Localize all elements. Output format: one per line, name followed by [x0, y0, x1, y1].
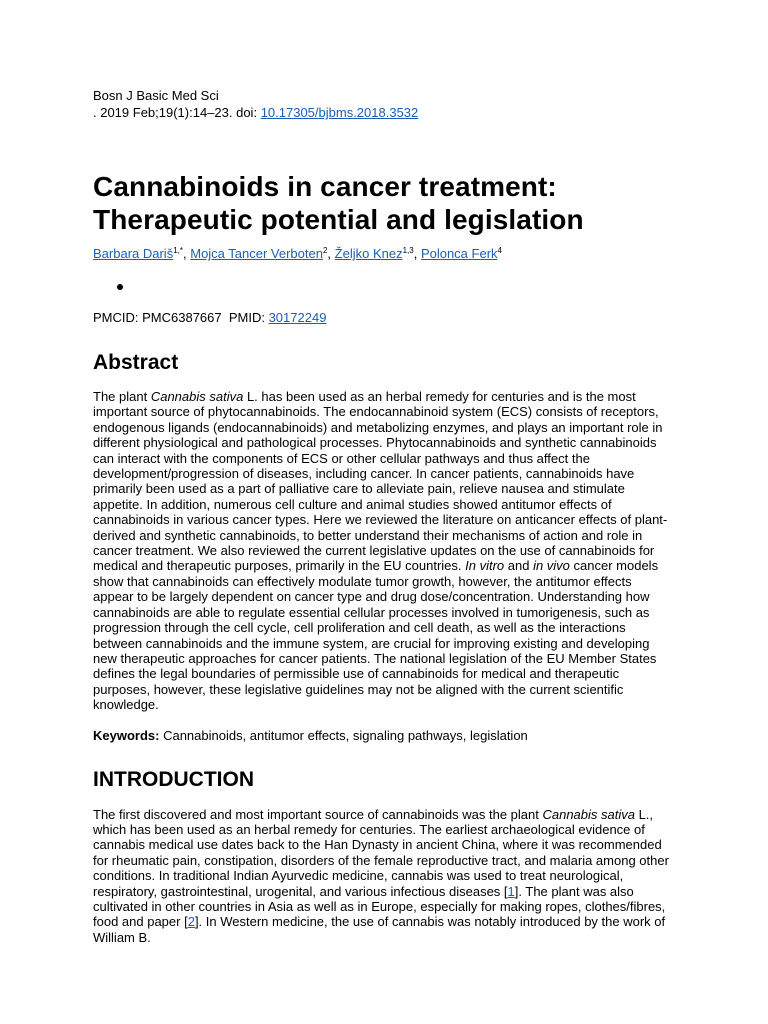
- pmcid-value: PMC6387667: [142, 310, 222, 325]
- abstract-text-run: L. has been used as an herbal remedy for centuries and is the most important source of phytocannabinoids. The endocannabinoid system (ECS) consists of receptors, endogenous ligands (endocannabinoids) and metabolizing enzymes, and plays an important role in different physiological and pathological processes. Phytocannabinoids and synthetic cannabinoids can interact with the components of ECS or other cellular pathways and thus affect the development/progression of diseases, including cancer. In cancer patients, cannabinoids have primarily been used as a part of palliative care to alleviate pain, relieve nausea and stimulate appetite. In addition, numerous cell culture and animal studies showed antitumor effects of cannabinoids in various cancer types. Here we reviewed the literature on anticancer effects of plant-derived and synthetic cannabinoids, to better understand their mechanisms of action and role in cancer treatment. We also reviewed the current legislative updates on the use of cannabinoids for medical and therapeutic purposes, primarily in the EU countries.: [93, 389, 668, 574]
- reference-link-1[interactable]: 1: [507, 883, 515, 899]
- intro-italic-run: Cannabis sativa: [542, 806, 635, 822]
- abstract-italic-run: in vivo: [533, 558, 570, 574]
- abstract-text: [93, 389, 675, 713]
- author-affiliation: 4: [497, 246, 502, 255]
- author-separator: ,: [183, 246, 191, 261]
- pmcid-label: PMCID:: [93, 310, 143, 325]
- intro-text-run: The first discovered and most important source of cannabinoids was the plant: [93, 806, 543, 822]
- abstract-heading: Abstract: [93, 351, 179, 374]
- author-link-knez[interactable]: Željko Knez: [334, 246, 403, 261]
- abstract-text-run: and: [504, 558, 534, 574]
- abstract-italic-run: In vitro: [465, 558, 505, 574]
- keywords: [93, 727, 675, 744]
- abstract-italic-run: Cannabis sativa: [150, 389, 244, 404]
- article-title: Cannabinoids in cancer treatment: Therapeutic potential and legislation: [93, 171, 584, 235]
- journal-name: Bosn J Basic Med Sci: [93, 88, 219, 103]
- reference-link-2[interactable]: 2: [187, 914, 195, 930]
- bullet-list: [93, 278, 675, 295]
- intro-text-run: L., which has been used as an herbal remedy for centuries. The earliest archaeological evidence of cannabis medical use dates back to the Han Dynasty in ancient China, where it was recommended for rheumatic pain, constipation, disorders of the female reproductive tract, and malaria among other conditions. In traditional Indian Ayurvedic medicine, cannabis was used to treat neurological, respiratory, gastrointestinal, urogenital, and various infectious diseases [: [93, 806, 669, 899]
- article: [93, 87, 675, 945]
- introduction-heading: INTRODUCTION: [93, 767, 254, 791]
- pmid-label: PMID:: [221, 310, 269, 325]
- author-separator: ,: [413, 246, 421, 261]
- keywords-value: Cannabinoids, antitumor effects, signaling pathways, legislation: [159, 727, 528, 743]
- keywords-label: Keywords:: [93, 727, 160, 743]
- citation-date-pages: . 2019 Feb;19(1):14–23. doi:: [93, 105, 261, 120]
- author-affiliation: 2: [322, 246, 328, 255]
- introduction-text: [93, 807, 675, 946]
- author-link-ferk[interactable]: Polonca Ferk: [420, 246, 498, 261]
- author-list: [93, 245, 675, 262]
- intro-text-run: ]. The plant was also cultivated in other countries in Asia as well as in Europe, especially for making ropes, clothes/fibres, food and paper [: [93, 883, 666, 930]
- author-affiliation: 1,*: [173, 246, 183, 255]
- bullet-icon: [117, 284, 123, 290]
- author-link-tancer-verboten[interactable]: Mojca Tancer Verboten: [190, 246, 323, 261]
- author-affiliation: 1,3: [402, 246, 414, 255]
- author-link-daris[interactable]: Barbara Dariš: [93, 246, 174, 261]
- abstract-text-run: The plant: [93, 389, 151, 404]
- author-separator: ,: [327, 246, 335, 261]
- intro-text-run: ]. In Western medicine, the use of cannabis was notably introduced by the work of William B.: [93, 914, 666, 945]
- pmid-link[interactable]: 30172249: [268, 310, 327, 325]
- article-ids: [93, 309, 675, 326]
- doi-link[interactable]: 10.17305/bjbms.2018.3532: [260, 105, 419, 120]
- abstract-text-run: cancer models show that cannabinoids can effectively modulate tumor growth, however, the antitumor effects appear to be largely dependent on cancer type and drug dose/concentration. Understanding how cannabinoids are able to regulate essential cellular processes involved in tumorigenesis, such as progression through the cell cycle, cell proliferation and cell death, as well as the interactions between cannabinoids and the immune system, are crucial for improving existing and developing new therapeutic approaches for cancer patients. The national legislation of the EU Member States defines the legal boundaries of permissible use of cannabinoids for medical and therapeutic purposes, however, these legislative guidelines may not be aligned with the current scientific knowledge.: [93, 558, 659, 713]
- citation-line: [93, 104, 675, 121]
- list-item: [117, 278, 675, 295]
